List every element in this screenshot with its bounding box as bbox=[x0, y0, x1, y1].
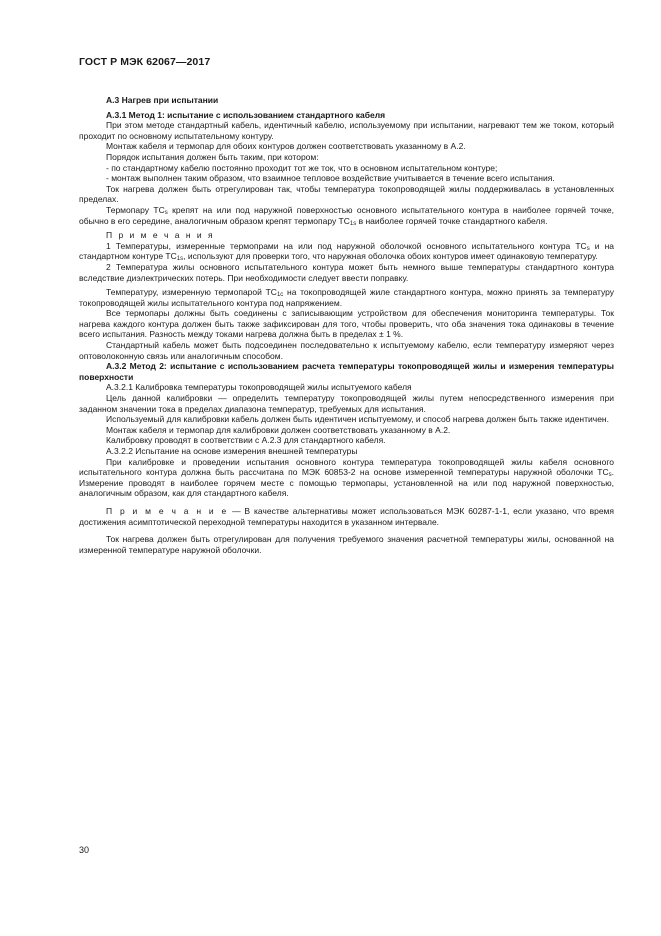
paragraph: Цель данной калибровки — определить температуру токопроводящей жилы путем непосредственного измерения при заданном значении тока в пределах диапазона температур, требуемых для испытания. bbox=[79, 393, 614, 414]
paragraph: Монтаж кабеля и термопар для обоих контуров должен соответствовать указанному в А.2. bbox=[106, 141, 466, 152]
paragraph: Монтаж кабеля и термопар для калибровки должен соответствовать указанному в А.2. bbox=[106, 424, 451, 435]
subscript: 1s bbox=[176, 256, 184, 263]
section-a32-heading: А.3.2 Метод 2: испытание с использованием расчета температуры токопроводящей жилы и измерения температуры поверхности bbox=[79, 361, 614, 382]
section-a3-heading: А.3 Нагрев при испытании bbox=[106, 95, 219, 105]
text-run: При калибровке и проведении испытания основного контура температура токопроводящей жилы кабеля основного испытательного контура должна быть рассчитана по МЭК 60853-2 на основе измеренной температуры наружной оболочки ТС bbox=[79, 456, 614, 478]
paragraph: При этом методе стандартный кабель, идентичный кабелю, используемому при испытании, нагревают тем же током, который проходит по основному испытательному контуру. bbox=[79, 120, 614, 141]
text-run: , используют для проверки того, что наружная оболочка обоих контуров имеет одинаковую температуру. bbox=[183, 251, 598, 262]
text-run: на токопроводящей жиле стандартного контура, можно принять за температуру токопроводящей жилы испытательного контура под напряжением. bbox=[79, 287, 615, 308]
subscript: 1s bbox=[349, 220, 357, 227]
paragraph bbox=[79, 457, 614, 499]
text-run: — В качестве альтернативы может использоваться МЭК 60287-1-1, если указано, что время достижения асимптотической переходной температуры находится в указанном интервале. bbox=[79, 505, 614, 527]
text-run: Температуру, измеренную термопарой ТС bbox=[106, 287, 277, 298]
section-a31-heading: А.3.1 Метод 1: испытание с использованием стандартного кабеля bbox=[106, 109, 386, 120]
note-1 bbox=[79, 241, 614, 262]
document-body bbox=[79, 95, 614, 555]
note-2: 2 Температура жилы основного испытательного контура может быть немного выше температуры стандартного контура вследствие диэлектрических потерь. При необходимости следует ввести поправку. bbox=[79, 261, 614, 283]
paragraph: Калибровку проводят в соответствии с А.2.3 для стандартного кабеля. bbox=[106, 435, 386, 446]
subscript: s bbox=[164, 209, 168, 216]
notes-label: П р и м е ч а н и я bbox=[106, 230, 215, 241]
section-a321-heading: А.3.2.1 Калибровка температуры токопроводящей жилы испытуемого кабеля bbox=[106, 382, 412, 393]
text-run: в наиболее горячей точке стандартного кабеля. bbox=[356, 215, 548, 226]
subscript: 1c bbox=[276, 292, 284, 299]
page-number: 30 bbox=[79, 845, 90, 855]
subscript: s bbox=[608, 472, 612, 479]
paragraph-thermocouple bbox=[79, 205, 614, 226]
section-a322-heading: А.3.2.2 Испытание на основе измерения внешней температуры bbox=[106, 446, 358, 456]
subscript: s bbox=[586, 245, 590, 252]
paragraph: Стандартный кабель может быть подсоединен последовательно к испытуемому кабелю, если температуру измеряют через оптоволоконную связь или аналогичным способом. bbox=[79, 340, 614, 361]
paragraph bbox=[79, 287, 614, 308]
list-item: - монтаж выполнен таким образом, что взаимное тепловое воздействие учитывается в течение всего испытания. bbox=[106, 173, 555, 184]
page-header: ГОСТ Р МЭК 62067—2017 bbox=[79, 56, 211, 68]
paragraph: Ток нагрева должен быть отрегулирован для получения требуемого значения расчетной температуры жилы, основанной на измеренной температуре наружной оболочки. bbox=[79, 534, 614, 555]
paragraph: Используемый для калибровки кабель должен быть идентичен испытуемому, и способ нагрева должен быть также идентичен. bbox=[106, 414, 609, 425]
paragraph: Все термопары должны быть соединены с записывающим устройством для обеспечения мониторинга температуры. Ток нагрева каждого контура должен быть также зафиксирован для того, чтобы проверить, что оба значения тока одинаковы в течение всего испытания. Разность между токами нагрева должна быть в пределах ± 1 %. bbox=[79, 308, 614, 340]
text-run: Термопару ТС bbox=[106, 204, 165, 215]
text-run: и на стандартном контуре ТС bbox=[79, 240, 614, 262]
text-run: . Измерение проводят в наиболее горячем месте с помощью термопары, установленной на или под наружной поверхностью, аналогичным образом, как для стандартного кабеля. bbox=[79, 467, 614, 499]
text-run: 1 Температуры, измеренные термопрами на или под наружной оболочкой основного испытательного контура ТС bbox=[106, 240, 587, 251]
list-item: - по стандартному кабелю постоянно проходит тот же ток, что в основном испытательном контуре; bbox=[106, 162, 498, 173]
paragraph: Ток нагрева должен быть отрегулирован так, чтобы температура токопроводящей жилы поддерживалась в установленных пределах. bbox=[79, 183, 614, 205]
note-3 bbox=[79, 506, 614, 527]
paragraph: Порядок испытания должен быть таким, при котором: bbox=[106, 151, 319, 162]
text-run: крепят на или под наружной поверхностью основного испытательного контура в наиболее горячей точке, обычно в его середине, аналогичным образом крепят термопару ТС bbox=[79, 204, 614, 226]
note-label: П р и м е ч а н и е bbox=[106, 505, 229, 516]
